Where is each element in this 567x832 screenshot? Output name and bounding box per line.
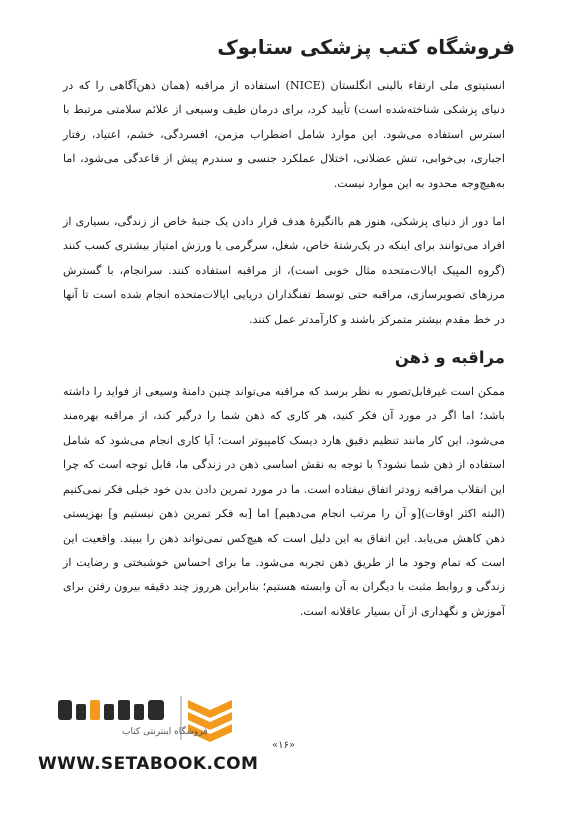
- section-heading: مراقبه و ذهن: [394, 348, 505, 368]
- paragraph-beyond-medicine: اما دور از دنیای پزشکی، هنوز هم باانگیزۀ هدف قرار دادن یک جنبۀ خاص از زندگی، بسیاری از افراد می‌توانند برای اینکه در یک‌رشتۀ خاص، شغل، سرگرمی یا ورزش امتیاز بیشتری کسب کنند (گروه المپیک ایالات‌متحده مثال خوبی است)، از مراقبه استفاده کنند. سرانجام، با گسترش مرزهای تصویرسازی، مراقبه حتی توسط تفنگداران دریایی ایالات‌متحده انجام شده است تا آنها در خط مقدم بیشتر متمرکز باشند و کارآمدتر عمل کنند.: [63, 215, 505, 326]
- logo-tagline: فروشگاه اینترنتی کتاب: [122, 727, 208, 737]
- logo-wordmark-shape: [58, 700, 164, 720]
- page-title: فروشگاه کتب پزشکی ستابوک: [217, 35, 515, 59]
- page-number: «۱۶»: [272, 740, 295, 751]
- paragraph-meditation-mind: ممکن است غیرقابل‌تصور به نظر برسد که مراقبه می‌تواند چنین دامنۀ وسیعی از فواید را داشته باشد؛ اما اگر در مورد آن فکر کنید، هر کاری که ذهن شما را درگیر کند، از مراقبه بهره‌مند می‌شود. این کار مانند تنظیم دقیق هارد دیسک کامپیوتر است؛ آیا کاری انجام می‌شود که شامل استفاده از ذهن شما نشود؟ با توجه به نقش اساسی ذهن در زندگی ما، قابل توجه است که چرا این انقلاب مراقبه زودتر اتفاق نیفتاده است. ما در مورد تمرین دادن بدن خود خیلی فکر نمی‌کنیم (البته اکثر اوقات)[و آن را مرتب انجام می‌دهیم] اما [به فکر تمرین ذهن نیستیم و] بهزیستی ذهن کاهش می‌یابد. این اتفاق به این دلیل است که هیچ‌کس نمی‌تواند ذهن را ببیند. واقعیت این است که تمام وجود ما از طریق ذهن تجربه می‌شود. ما برای احساس خوشبختی و رضایت از زندگی و روابط مثبت با دیگران به آن وابسته هستیم؛ بنابراین هرروز چند دقیقه بیرون رفتن برای آموزش و نگهداری از آن بسیار عاقلانه است.: [63, 385, 505, 618]
- body-text: [63, 74, 505, 638]
- website-url: WWW.SETABOOK.COM: [38, 754, 259, 774]
- paragraph-nice: انستیتوی ملی ارتقاء بالینی انگلستان (NICE) استفاده از مراقبه (همان ذهن‌آگاهی را که در دنیای پزشکی شناخته‌شده است) تأیید کرد، برای درمان طیف وسیعی از علائم سلامتی مرتبط با استرس استفاده می‌شود. این موارد شامل اضطراب مزمن، افسردگی، خشم، اعتیاد، رفتار اجباری، بی‌خوابی، تنش عضلانی، اختلال عملکرد جنسی و سندرم پیش از قاعدگی می‌شود، اما به‌هیچ‌وجه محدود به این موارد نیست.: [63, 79, 505, 190]
